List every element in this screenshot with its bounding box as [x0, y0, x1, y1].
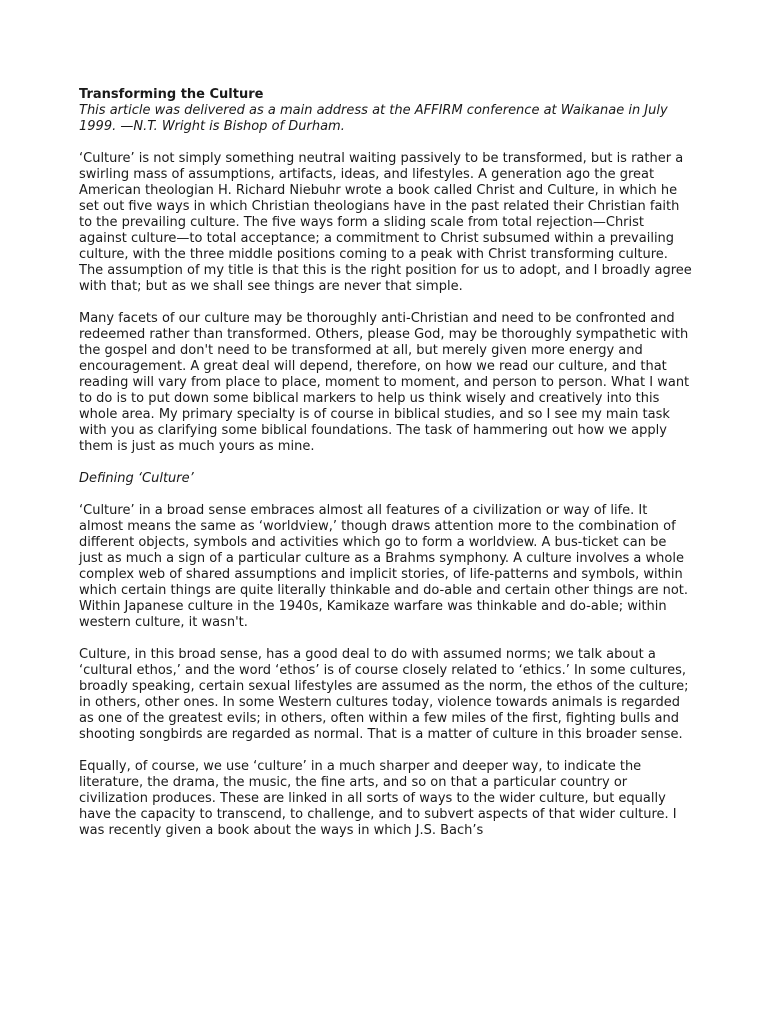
paragraph-4: Culture, in this broad sense, has a good deal to do with assumed norms; we talk about a ‘cultural ethos,’ and the word ‘ethos’ is of course closely related to ‘ethics.’ In some cultures, broadly speaking, certain sexual lifestyles are assumed as the norm, the ethos of the culture; in others, other ones. In some Western cultures today, violence towards animals is regarded as one of the greatest evils; in others, often within a few miles of the first, fighting bulls and shooting songbirds are regarded as normal. That is a matter of culture in this broader sense. [79, 647, 689, 742]
paragraph-1: ‘Culture’ is not simply something neutral waiting passively to be transformed, but is rather a swirling mass of assumptions, artifacts, ideas, and lifestyles. A generation ago the great American theologian H. Richard Niebuhr wrote a book called Christ and Culture, in which he set out five ways in which Christian theologians have in the past related their Christian faith to the prevailing culture. The five ways form a sliding scale from total rejection—Christ against culture—to total acceptance; a commitment to Christ subsumed within a prevailing culture, with the three middle positions coming to a peak with Christ transforming culture. The assumption of my title is that this is the right position for us to adopt, and I broadly agree with that; but as we shall see things are never that simple. [79, 151, 692, 294]
article-title: Transforming the Culture [79, 87, 264, 102]
paragraph-5: Equally, of course, we use ‘culture’ in a much sharper and deeper way, to indicate the literature, the drama, the music, the fine arts, and so on that a particular country or civilization produces. These are linked in all sorts of ways to the wider culture, but equally have the capacity to transcend, to challenge, and to subvert aspects of that wider culture. I was recently given a book about the ways in which J.S. Bach’s [79, 759, 677, 838]
paragraph-2: Many facets of our culture may be thoroughly anti-Christian and need to be confronted and redeemed rather than transformed. Others, please God, may be thoroughly sympathetic with the gospel and don't need to be transformed at all, but merely given more energy and encouragement. A great deal will depend, therefore, on how we read our culture, and that reading will vary from place to place, moment to moment, and person to person. What I want to do is to put down some biblical markers to help us think wisely and creatively into this whole area. My primary specialty is of course in biblical studies, and so I see my main task with you as clarifying some biblical foundations. The task of hammering out how we apply them is just as much yours as mine. [79, 311, 690, 454]
paragraph-3: ‘Culture’ in a broad sense embraces almost all features of a civilization or way of life. It almost means the same as ‘worldview,’ though draws attention more to the combination of different objects, symbols and activities which go to form a worldview. A bus-ticket can be just as much a sign of a particular culture as a Brahms symphony. A culture involves a whole complex web of shared assumptions and implicit stories, of life-patterns and symbols, within which certain things are quite literally thinkable and do-able and certain other things are not. Within Japanese culture in the 1940s, Kamikaze warfare was thinkable and do-able; within western culture, it wasn't. [79, 503, 689, 630]
article-subtitle: This article was delivered as a main address at the AFFIRM conference at Waikanae in July 1999. —N.T. Wright is Bishop of Durham. [79, 103, 668, 134]
section-heading-defining-culture: Defining ‘Culture’ [79, 471, 194, 486]
article-body [79, 87, 693, 855]
